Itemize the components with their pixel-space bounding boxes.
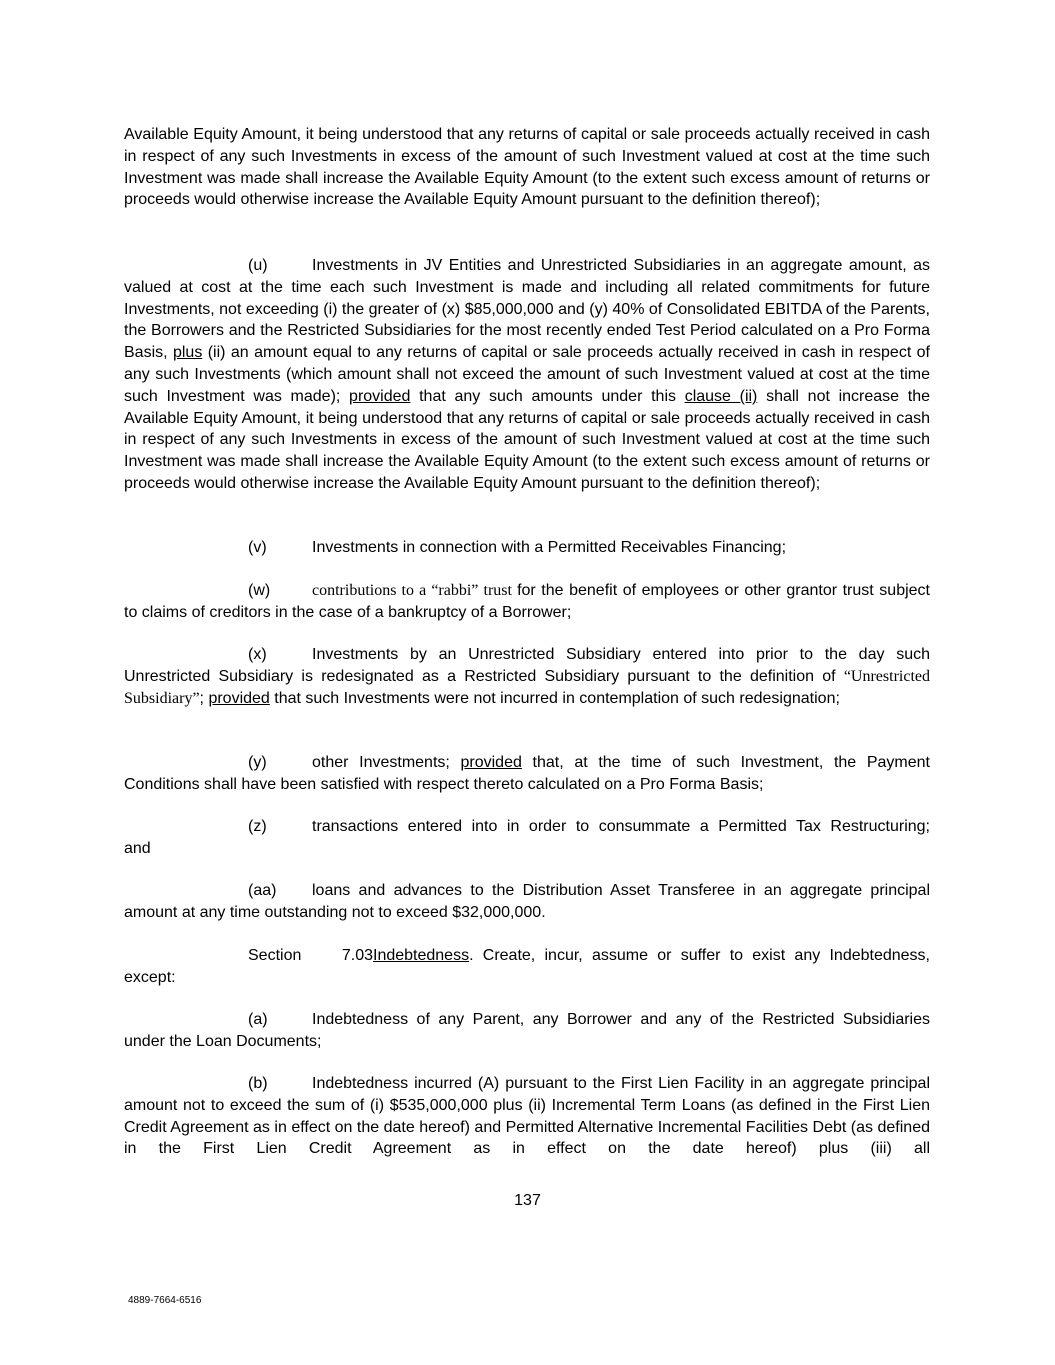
section-7-03-heading <box>124 945 930 967</box>
clause-text: ; <box>199 689 209 707</box>
clause-text: for the benefit of employees or other grantor trust subject to claims of creditors in the case of a bankruptcy of a Borrower; <box>124 582 930 621</box>
provided-term: provided <box>349 387 411 405</box>
paragraph-text: Available Equity Amount, it being understood that any returns of capital or sale proceeds actually received in cash in respect of any such Investments in excess of the amount of such Investment valued at cost at the time such Investment was made shall increase the Available Equity Amount (to the extent such excess amount of returns or proceeds would otherwise increase the Available Equity Amount pursuant to the definition thereof); <box>124 126 930 209</box>
section-except: except: <box>124 969 176 986</box>
clause-text-serif: contributions to a “rabbi” trust <box>312 582 518 599</box>
document-id: 4889-7664-6516 <box>128 1295 202 1306</box>
paragraph-t-continuation <box>124 124 930 211</box>
clause-x <box>124 644 930 709</box>
provided-term: provided <box>208 689 270 707</box>
clause-v <box>124 537 930 559</box>
clause-label: (b) <box>248 1075 268 1092</box>
plus-term: plus <box>172 344 203 362</box>
section-title: Indebtedness <box>373 947 470 964</box>
clause-a <box>124 1009 930 1053</box>
page-number: 137 <box>514 1192 541 1209</box>
clause-text: Indebtedness of any Parent, any Borrower and any of the Restricted Subsidiaries under the Loan Documents; <box>124 1011 930 1050</box>
clause-y <box>124 752 930 796</box>
clause-reference: clause (ii) <box>684 387 758 405</box>
clause-text: that any such amounts under this <box>410 387 685 405</box>
clause-u <box>124 255 930 495</box>
clause-text: other Investments; <box>312 754 461 771</box>
clause-text: shall not increase the Available Equity Amount, it being understood that any returns of capital or sale proceeds actually received in cash in respect of any such Investments in excess of the amount of such Investment valued at cost at the time such Investment was made shall increase the Available Equity Amount (to the extent such excess amount of returns or proceeds would otherwise increase the Available Equity Amount pursuant to the definition thereof); <box>124 387 930 492</box>
clause-label: (v) <box>248 539 267 556</box>
clause-text: that such Investments were not incurred in contemplation of such redesignation; <box>269 689 840 707</box>
clause-b <box>124 1073 930 1160</box>
clause-aa <box>124 880 930 924</box>
clause-text: Indebtedness incurred (A) pursuant to the First Lien Facility in an aggregate principal amount not to exceed the sum of (i) $535,000,000 plus (ii) Incremental Term Loans (as defined in the First Lien Credit Agreement as in effect on the date hereof) and Permitted Alternative Incremental Facilities Debt (as defined in the First Lien Credit Agreement as in effect on the date hereof) plus (iii) all <box>124 1075 930 1158</box>
clause-text: loans and advances to the Distribution Asset Transferee in an aggregate principal amount at any time outstanding not to exceed $32,000,000. <box>124 882 930 921</box>
clause-z-and: and <box>124 840 151 857</box>
clause-text: Investments in JV Entities and Unrestricted Subsidiaries in an aggregate amount, as valued at cost at the time each such Investment is made and including all related commitments for future Investments, not exceeding (i) the greater of (x) $85,000,000 and (y) 40% of Consolidated EBITDA of the Parents, the Borrowers and the Restricted Subsidiaries for the most recently ended Test Period calculated on a Pro Forma Basis, <box>124 257 930 362</box>
clause-text: Investments in connection with a Permitted Receivables Financing; <box>312 539 787 556</box>
section-number: Section 7.03 <box>248 947 373 964</box>
clause-label: (z) <box>248 818 267 835</box>
section-text: . Create, incur, assume or suffer to exist any Indebtedness, <box>469 947 930 964</box>
clause-label: (w) <box>248 582 271 599</box>
clause-z <box>124 816 930 838</box>
clause-label: (a) <box>248 1011 268 1028</box>
clause-label: (u) <box>248 257 268 274</box>
clause-label: (y) <box>248 754 267 771</box>
clause-label: (aa) <box>248 882 277 899</box>
clause-label: (x) <box>248 646 267 663</box>
clause-text: that, at the time of such Investment, the Payment Conditions shall have been satisfied with respect thereto calculated on a Pro Forma Basis; <box>124 754 930 793</box>
clause-w <box>124 580 930 624</box>
clause-text: (ii) an amount equal to any returns of capital or sale proceeds actually received in cash in respect of any such Investments (which amount shall not exceed the amount of such Investment valued at cost at the time such Investment was made); <box>124 344 930 405</box>
defined-term-quote: “Unrestricted Subsidiary” <box>124 667 930 707</box>
clause-text: Investments by an Unrestricted Subsidiary entered into prior to the day such Unrestricted Subsidiary is redesignated as a Restricted Subsidiary pursuant to the definition of <box>124 646 930 685</box>
clause-text: transactions entered into in order to consummate a Permitted Tax Restructuring; <box>312 818 930 835</box>
provided-term: provided <box>460 754 522 771</box>
